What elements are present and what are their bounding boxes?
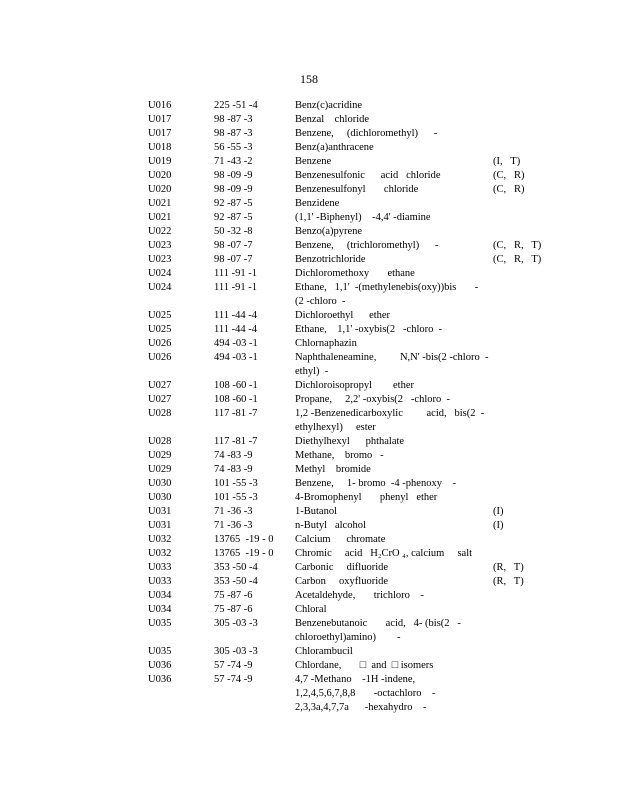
hazard-code: (C, R) bbox=[493, 170, 525, 181]
hazard-code bbox=[493, 141, 548, 155]
table-row bbox=[148, 673, 548, 715]
waste-code: U026 bbox=[148, 338, 172, 349]
waste-code: U033 bbox=[148, 562, 172, 573]
substance-name: Benz(a)anthracene bbox=[295, 142, 374, 153]
table-row bbox=[148, 659, 548, 673]
substance-name: Benzenesulfonic acid chloride bbox=[295, 170, 441, 181]
hazard-code: (C, R) bbox=[493, 184, 525, 195]
hazard-code bbox=[493, 659, 548, 673]
hazard-code bbox=[493, 407, 548, 435]
cas-number: 75 -87 -6 bbox=[214, 590, 253, 601]
waste-code: U019 bbox=[148, 156, 172, 167]
hazard-code bbox=[493, 379, 548, 393]
table-row bbox=[148, 575, 548, 589]
hazard-code bbox=[493, 617, 548, 645]
waste-code: U018 bbox=[148, 142, 172, 153]
cas-number: 98 -09 -9 bbox=[214, 170, 253, 181]
cas-number: 305 -03 -3 bbox=[214, 618, 258, 629]
cas-number: 108 -60 -1 bbox=[214, 380, 258, 391]
hazard-code bbox=[493, 337, 548, 351]
waste-code: U023 bbox=[148, 240, 172, 251]
cas-number: 74 -83 -9 bbox=[214, 464, 253, 475]
substance-name: Dichloroethyl ether bbox=[295, 310, 391, 321]
cas-number: 98 -07 -7 bbox=[214, 254, 253, 265]
hazard-code bbox=[493, 463, 548, 477]
waste-code: U032 bbox=[148, 548, 172, 559]
hazard-code bbox=[493, 225, 548, 239]
cas-number: 225 -51 -4 bbox=[214, 100, 258, 111]
waste-code: U028 bbox=[148, 408, 172, 419]
substance-name: n-Butyl alcohol bbox=[295, 520, 366, 531]
table-row bbox=[148, 113, 548, 127]
substance-name: (1,1' -Biphenyl) -4,4' -diamine bbox=[295, 212, 431, 223]
hazard-code bbox=[493, 309, 548, 323]
waste-code: U035 bbox=[148, 646, 172, 657]
hazard-code bbox=[493, 477, 548, 491]
substance-name: Ethane, 1,1' -oxybis(2 -chloro - bbox=[295, 324, 443, 335]
cas-number: 71 -36 -3 bbox=[214, 520, 253, 531]
cas-number: 98 -07 -7 bbox=[214, 240, 253, 251]
substance-name: Benzenesulfonyl chloride bbox=[295, 184, 419, 195]
table-row bbox=[148, 393, 548, 407]
cas-number: 353 -50 -4 bbox=[214, 576, 258, 587]
waste-code: U031 bbox=[148, 520, 172, 531]
cas-number: 117 -81 -7 bbox=[214, 408, 258, 419]
table-row bbox=[148, 519, 548, 533]
waste-code: U036 bbox=[148, 674, 172, 685]
cas-number: 101 -55 -3 bbox=[214, 478, 258, 489]
hazard-code bbox=[493, 211, 548, 225]
waste-code: U024 bbox=[148, 282, 172, 293]
waste-code: U024 bbox=[148, 268, 172, 279]
table-row bbox=[148, 533, 548, 547]
hazard-code bbox=[493, 99, 548, 113]
cas-number: 111 -91 -1 bbox=[214, 282, 257, 293]
substance-name: Carbonic difluoride bbox=[295, 562, 389, 573]
waste-code: U016 bbox=[148, 100, 172, 111]
cas-number: 74 -83 -9 bbox=[214, 450, 253, 461]
hazard-code: (I) bbox=[493, 520, 504, 531]
hazard-code bbox=[493, 323, 548, 337]
hazard-code bbox=[493, 393, 548, 407]
table-row bbox=[148, 99, 548, 113]
substance-name: Methyl bromide bbox=[295, 464, 371, 475]
substance-name: Benz(c)acridine bbox=[295, 100, 363, 111]
hazard-code bbox=[493, 645, 548, 659]
hazard-code bbox=[493, 127, 548, 141]
substance-name: Benzene, (trichloromethyl) - bbox=[295, 240, 439, 251]
cas-number: 57 -74 -9 bbox=[214, 674, 253, 685]
hazard-code bbox=[493, 267, 548, 281]
waste-code: U028 bbox=[148, 436, 172, 447]
table-row bbox=[148, 337, 548, 351]
table-row bbox=[148, 449, 548, 463]
waste-code: U034 bbox=[148, 604, 172, 615]
substance-name: Naphthaleneamine, N,N' -bis(2 -chloro - ethyl) - bbox=[295, 352, 489, 377]
cas-number: 305 -03 -3 bbox=[214, 646, 258, 657]
page-number: 158 bbox=[300, 72, 318, 86]
table-row bbox=[148, 253, 548, 267]
substance-name: Carbon oxyfluoride bbox=[295, 576, 389, 587]
substance-name: Benzene bbox=[295, 156, 332, 167]
cas-number: 117 -81 -7 bbox=[214, 436, 258, 447]
cas-number: 111 -44 -4 bbox=[214, 324, 257, 335]
table-row bbox=[148, 281, 548, 309]
hazard-code bbox=[493, 281, 548, 309]
hazard-code bbox=[493, 351, 548, 379]
waste-code: U030 bbox=[148, 492, 172, 503]
table-row bbox=[148, 155, 548, 169]
substance-name: Chlorambucil bbox=[295, 646, 353, 657]
substance-name: Chlordane, □ and □ isomers bbox=[295, 660, 434, 671]
table-row bbox=[148, 197, 548, 211]
waste-code: U025 bbox=[148, 324, 172, 335]
hazard-code bbox=[493, 435, 548, 449]
substance-name: Methane, bromo - bbox=[295, 450, 384, 461]
waste-code: U020 bbox=[148, 170, 172, 181]
substance-name: Dichloromethoxy ethane bbox=[295, 268, 415, 279]
hazard-code: (R, T) bbox=[493, 576, 524, 587]
table-row bbox=[148, 309, 548, 323]
table-row bbox=[148, 561, 548, 575]
substance-name: Benzotrichloride bbox=[295, 254, 366, 265]
table-row bbox=[148, 603, 548, 617]
table-row bbox=[148, 491, 548, 505]
substance-name: Calcium chromate bbox=[295, 534, 386, 545]
cas-number: 56 -55 -3 bbox=[214, 142, 253, 153]
substance-name: Chloral bbox=[295, 604, 327, 615]
waste-code: U025 bbox=[148, 310, 172, 321]
table-row bbox=[148, 463, 548, 477]
cas-number: 75 -87 -6 bbox=[214, 604, 253, 615]
cas-number: 50 -32 -8 bbox=[214, 226, 253, 237]
cas-number: 494 -03 -1 bbox=[214, 352, 258, 363]
substance-name: 4-Bromophenyl phenyl ether bbox=[295, 492, 438, 503]
hazard-code bbox=[493, 589, 548, 603]
cas-number: 92 -87 -5 bbox=[214, 198, 253, 209]
substance-name: 4,7 -Methano -1H -indene, 1,2,4,5,6,7,8,8 -octachloro - 2,3,3a,4,7,7a -hexahydro - bbox=[295, 674, 436, 713]
table-row bbox=[148, 407, 548, 435]
waste-code: U027 bbox=[148, 380, 172, 391]
table-row bbox=[148, 379, 548, 393]
substance-name: Ethane, 1,1' -(methylenebis(oxy))bis - (2 -chloro - bbox=[295, 282, 479, 307]
waste-code: U032 bbox=[148, 534, 172, 545]
table-row bbox=[148, 183, 548, 197]
table-row bbox=[148, 239, 548, 253]
hazard-code: (C, R, T) bbox=[493, 240, 542, 251]
waste-code: U017 bbox=[148, 128, 172, 139]
table-row bbox=[148, 211, 548, 225]
cas-number: 98 -09 -9 bbox=[214, 184, 253, 195]
waste-code: U029 bbox=[148, 464, 172, 475]
hazardous-waste-table bbox=[148, 99, 548, 715]
substance-name: Chlornaphazin bbox=[295, 338, 357, 349]
substance-name: Dichloroisopropyl ether bbox=[295, 380, 414, 391]
substance-name: Benzene, 1- bromo -4 -phenoxy - bbox=[295, 478, 456, 489]
waste-code: U023 bbox=[148, 254, 172, 265]
waste-code: U017 bbox=[148, 114, 172, 125]
hazard-code bbox=[493, 491, 548, 505]
waste-code: U021 bbox=[148, 212, 172, 223]
hazard-code bbox=[493, 113, 548, 127]
hazard-code: (I, T) bbox=[493, 156, 521, 167]
substance-name: Benzal chloride bbox=[295, 114, 370, 125]
waste-code: U030 bbox=[148, 478, 172, 489]
cas-number: 111 -91 -1 bbox=[214, 268, 257, 279]
table-row bbox=[148, 645, 548, 659]
waste-code: U035 bbox=[148, 618, 172, 629]
waste-code: U020 bbox=[148, 184, 172, 195]
hazard-code bbox=[493, 533, 548, 547]
substance-name: Benzidene bbox=[295, 198, 340, 209]
substance-name: 1,2 -Benzenedicarboxylic acid, bis(2 - ethylhexyl) ester bbox=[295, 408, 485, 433]
waste-code: U031 bbox=[148, 506, 172, 517]
table-row bbox=[148, 169, 548, 183]
waste-code: U022 bbox=[148, 226, 172, 237]
table-row bbox=[148, 225, 548, 239]
cas-number: 71 -43 -2 bbox=[214, 156, 253, 167]
substance-name: Diethylhexyl phthalate bbox=[295, 436, 405, 447]
cas-number: 108 -60 -1 bbox=[214, 394, 258, 405]
table-row bbox=[148, 589, 548, 603]
cas-number: 57 -74 -9 bbox=[214, 660, 253, 671]
cas-number: 353 -50 -4 bbox=[214, 562, 258, 573]
cas-number: 111 -44 -4 bbox=[214, 310, 257, 321]
cas-number: 13765 -19 - 0 bbox=[214, 534, 274, 545]
table-row bbox=[148, 323, 548, 337]
hazard-code: (R, T) bbox=[493, 562, 524, 573]
hazard-code bbox=[493, 673, 548, 715]
table-row bbox=[148, 141, 548, 155]
waste-code: U034 bbox=[148, 590, 172, 601]
substance-name: Benzo(a)pyrene bbox=[295, 226, 363, 237]
hazard-code bbox=[493, 547, 548, 561]
waste-code: U027 bbox=[148, 394, 172, 405]
hazard-code: (I) bbox=[493, 506, 504, 517]
hazard-code bbox=[493, 603, 548, 617]
substance-name: Chromic acid H₂CrO ₄, calcium salt bbox=[295, 548, 473, 559]
table-row bbox=[148, 351, 548, 379]
cas-number: 13765 -19 - 0 bbox=[214, 548, 274, 559]
waste-code: U026 bbox=[148, 352, 172, 363]
cas-number: 98 -87 -3 bbox=[214, 114, 253, 125]
table-row bbox=[148, 505, 548, 519]
table-row bbox=[148, 127, 548, 141]
cas-number: 494 -03 -1 bbox=[214, 338, 258, 349]
hazard-code bbox=[493, 197, 548, 211]
waste-code: U029 bbox=[148, 450, 172, 461]
substance-name: Benzene, (dichloromethyl) - bbox=[295, 128, 438, 139]
table-row bbox=[148, 267, 548, 281]
table-row bbox=[148, 547, 548, 561]
table-row bbox=[148, 435, 548, 449]
substance-name: Propane, 2,2' -oxybis(2 -chloro - bbox=[295, 394, 450, 405]
substance-name: Benzenebutanoic acid, 4- (bis(2 - chloroethyl)amino) - bbox=[295, 618, 461, 643]
waste-code: U021 bbox=[148, 198, 172, 209]
hazard-code bbox=[493, 449, 548, 463]
cas-number: 71 -36 -3 bbox=[214, 506, 253, 517]
table-row bbox=[148, 477, 548, 491]
waste-code: U036 bbox=[148, 660, 172, 671]
substance-name: Acetaldehyde, trichloro - bbox=[295, 590, 424, 601]
cas-number: 98 -87 -3 bbox=[214, 128, 253, 139]
hazard-code: (C, R, T) bbox=[493, 254, 542, 265]
cas-number: 92 -87 -5 bbox=[214, 212, 253, 223]
table-row bbox=[148, 617, 548, 645]
cas-number: 101 -55 -3 bbox=[214, 492, 258, 503]
waste-code: U033 bbox=[148, 576, 172, 587]
substance-name: 1-Butanol bbox=[295, 506, 337, 517]
